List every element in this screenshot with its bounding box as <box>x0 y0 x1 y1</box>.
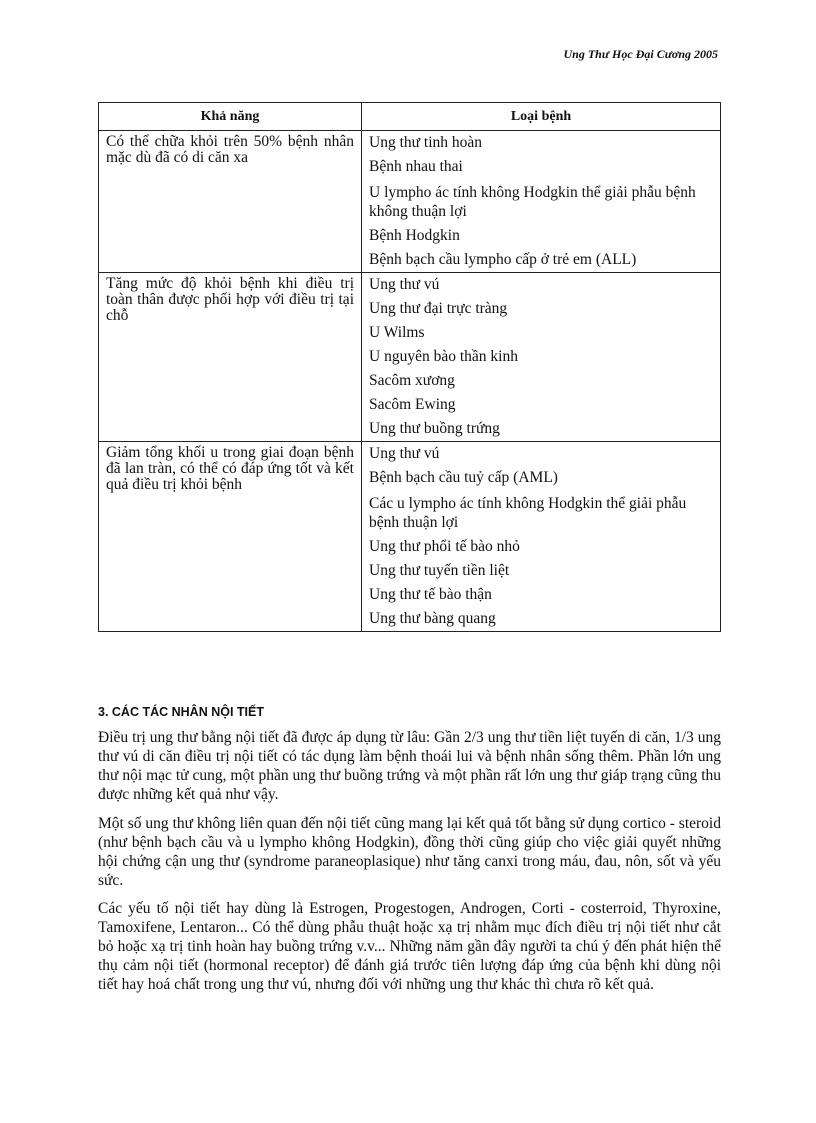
disease-list-cell <box>362 442 721 632</box>
section-heading: 3. CÁC TÁC NHÂN NỘI TIẾT <box>98 705 264 719</box>
disease-list-cell <box>362 131 721 273</box>
capability-cell: Tăng mức độ khỏi bệnh khi điều trị toàn thân được phối hợp với điều trị tại chỗ <box>99 273 362 442</box>
disease-item: Bệnh bạch cầu lympho cấp ở trẻ em (ALL) <box>369 251 637 268</box>
disease-item: Bệnh Hodgkin <box>369 227 460 244</box>
body-paragraph: Các yếu tố nội tiết hay dùng là Estrogen, Progestogen, Androgen, Corti - costerroid, Thyroxine, Tamoxifene, Lentaron... Có thể dùng phẫu thuật hoặc xạ trị nhằm mục đích điều trị nội tiết như cắt bỏ hoặc xạ trị tinh hoàn hay buồng trứng v.v... Những năm gần đây người ta chú ý đến phát hiện thể thụ cảm nội tiết (hormonal receptor) để đánh giá trước tiên lượng đáp ứng của bệnh khi dùng nội tiết hay hoá chất trong ung thư vú, nhưng đối với những ung thư khác thì chưa rõ kết quả. <box>98 900 721 993</box>
disease-item: Ung thư tinh hoàn <box>369 134 483 151</box>
table-row <box>99 131 721 273</box>
capability-cell: Có thể chữa khỏi trên 50% bệnh nhân mặc dù đã có di căn xa <box>99 131 362 273</box>
disease-item: Ung thư phổi tế bào nhỏ <box>369 538 520 555</box>
disease-item: Ung thư bàng quang <box>369 610 496 627</box>
disease-item: U nguyên bào thần kinh <box>369 348 518 365</box>
running-header: Ung Thư Học Đại Cương 2005 <box>563 47 718 61</box>
disease-item: Ung thư đại trực tràng <box>369 300 508 317</box>
body-paragraph: Điều trị ung thư bằng nội tiết đã được áp dụng từ lâu: Gần 2/3 ung thư tiền liệt tuyến di căn, 1/3 ung thư vú di căn điều trị nội tiết có tác dụng làm bệnh thoái lui và bệnh nhân sống thêm. Phần lớn ung thư nội mạc tử cung, một phần ung thư buồng trứng và một phần rất lớn ung thư giáp trạng cũng thu được những kết quả như vậy. <box>98 729 721 803</box>
disease-item: Bệnh bạch cầu tuỷ cấp (AML) <box>369 469 558 486</box>
body-paragraph: Một số ung thư không liên quan đến nội tiết cũng mang lại kết quả tốt bằng sử dụng cortico - steroid (như bệnh bạch cầu và u lympho không Hodgkin), đồng thời cũng giúp cho việc giải quyết những hội chứng cận ung thư (syndrome paraneoplasique) như tăng canxi trong máu, đau, nôn, sốt và yếu sức. <box>98 815 721 889</box>
disease-item: Bệnh nhau thai <box>369 158 463 175</box>
table-row <box>99 442 721 632</box>
table-row <box>99 273 721 442</box>
disease-item: Ung thư vú <box>369 445 440 462</box>
treatment-capability-table <box>98 102 721 632</box>
disease-item: Ung thư vú <box>369 276 440 293</box>
disease-item: Ung thư tế bào thận <box>369 586 492 603</box>
disease-item: Các u lympho ác tính không Hodgkin thể giải phẫu bệnh thuận lợi <box>369 495 687 531</box>
column-header-disease-type: Loại bệnh <box>362 103 721 131</box>
disease-list-cell <box>362 273 721 442</box>
column-header-capability: Khả năng <box>99 103 362 131</box>
disease-item: Sacôm Ewing <box>369 396 456 413</box>
table-header-row <box>99 103 721 131</box>
disease-item: Sacôm xương <box>369 372 455 389</box>
disease-item: Ung thư tuyến tiền liệt <box>369 562 510 579</box>
disease-item: Ung thư buồng trứng <box>369 420 500 437</box>
disease-item: U Wilms <box>369 324 425 341</box>
capability-cell: Giảm tổng khối u trong giai đoạn bệnh đã lan tràn, có thể có đáp ứng tốt và kết quả điều trị khỏi bệnh <box>99 442 362 632</box>
disease-item: U lympho ác tính không Hodgkin thể giải phẫu bệnh không thuận lợi <box>369 184 696 220</box>
